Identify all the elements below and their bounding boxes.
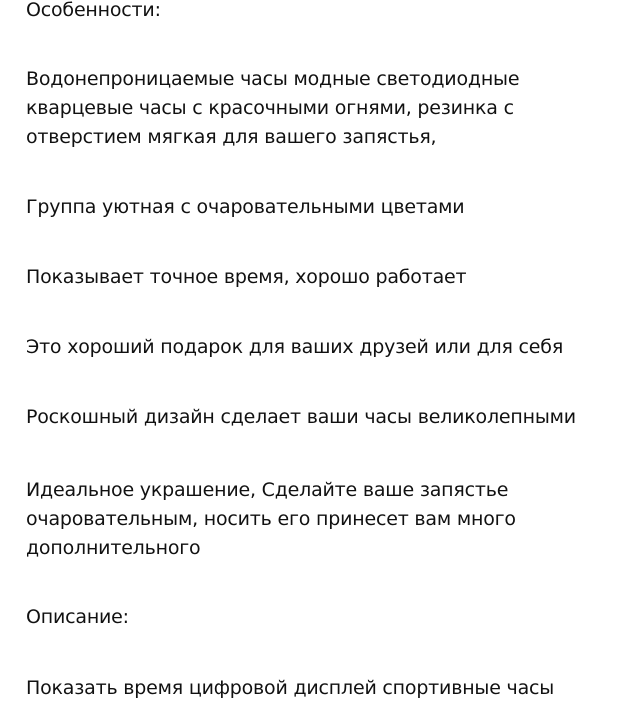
feature-text-line: Показывает точное время, хорошо работает [26, 266, 467, 288]
feature-text-line: дополнительного [26, 537, 201, 559]
feature-text-line: кварцевые часы с красочными огнями, резинка с [26, 97, 514, 119]
feature-text-line: Роскошный дизайн сделает ваши часы великолепными [26, 406, 576, 428]
feature-text-line: Это хороший подарок для ваших друзей или для себя [26, 336, 564, 358]
feature-text-line: Водонепроницаемые часы модные светодиодные [26, 68, 520, 90]
description-text-line: Показать время цифровой дисплей спортивные часы [26, 677, 555, 699]
feature-text-line: Идеальное украшение, Сделайте ваше запястье [26, 479, 509, 501]
feature-text-line: отверстием мягкая для вашего запястья, [26, 126, 437, 148]
feature-text-line: Группа уютная с очаровательными цветами [26, 196, 465, 218]
feature-text-line: очаровательным, носить его принесет вам много [26, 508, 516, 530]
section-heading-description: Описание: [26, 606, 129, 628]
section-heading-features: Особенности: [26, 0, 161, 21]
